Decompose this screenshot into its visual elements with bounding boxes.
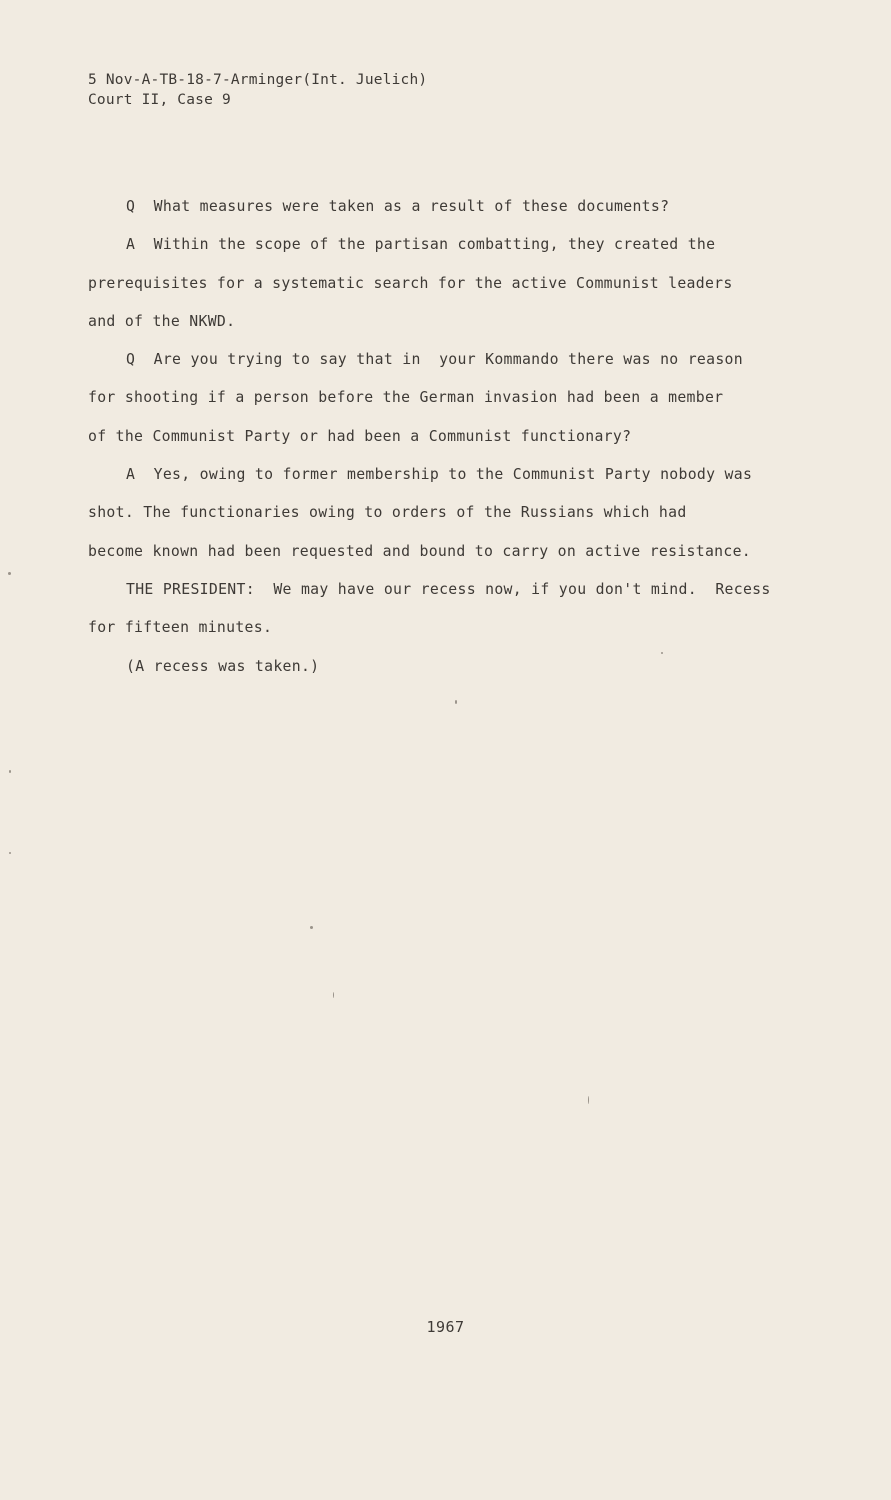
transcript-line: (A recess was taken.) xyxy=(126,657,320,675)
transcript-line: Q What measures were taken as a result of these documents? xyxy=(126,198,670,215)
page-number: 1967 xyxy=(426,1318,465,1336)
transcript-line: for shooting if a person before the German invasion had been a member xyxy=(88,389,724,407)
transcript-line: of the Communist Party or had been a Communist functionary? xyxy=(88,427,632,445)
paper-speck xyxy=(9,852,11,854)
document-header xyxy=(88,70,427,110)
transcript-line: THE PRESIDENT: We may have our recess now, if you don't mind. Recess xyxy=(126,580,771,598)
transcript-line: A Yes, owing to former membership to the Communist Party nobody was xyxy=(126,466,753,484)
transcript-line: prerequisites for a systematic search for the active Communist leaders xyxy=(88,274,733,292)
transcript-line: become known had been requested and bound to carry on active resistance. xyxy=(88,542,752,560)
paper-speck xyxy=(333,992,334,998)
paper-speck xyxy=(310,926,313,929)
header-line-1: 5 Nov-A-TB-18-7-Arminger(Int. Juelich) xyxy=(88,72,428,88)
paper-speck xyxy=(661,652,663,654)
paper-speck xyxy=(455,700,457,704)
paper-speck xyxy=(9,770,11,773)
paper-speck xyxy=(8,572,11,575)
transcript-line: Q Are you trying to say that in your Kommando there was no reason xyxy=(126,351,743,369)
transcript-line: shot. The functionaries owing to orders of the Russians which had xyxy=(88,504,687,522)
transcript-body xyxy=(88,188,818,686)
transcript-line: for fifteen minutes. xyxy=(88,619,273,637)
transcript-line: and of the NKWD. xyxy=(88,312,236,330)
paper-speck xyxy=(588,1096,589,1104)
header-line-2: Court II, Case 9 xyxy=(88,92,231,108)
transcript-line: A Within the scope of the partisan combatting, they created the xyxy=(126,236,716,254)
